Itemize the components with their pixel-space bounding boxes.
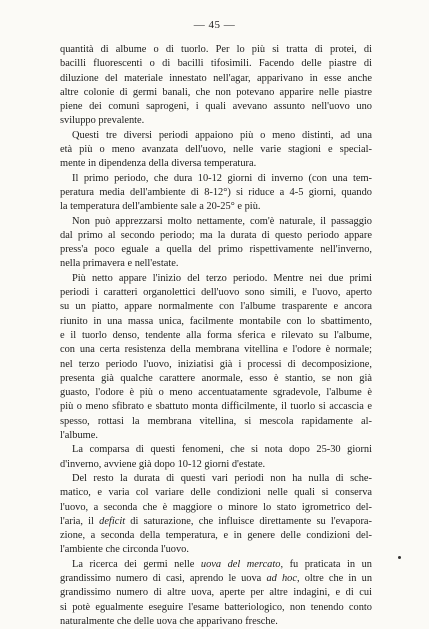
- text-line: La comparsa di questi fenomeni, che si nota dopo 25-30 giorni: [72, 444, 372, 456]
- page-number: — 45 —: [193, 19, 236, 31]
- paragraph: [60, 172, 372, 215]
- text-line: sviluppo prevalente.: [60, 115, 145, 127]
- text-line: Del resto la durata di questi vari periodi non ha nulla di sche-: [72, 472, 372, 484]
- text-line: presenta già qualche carattere anormale, esso è stantio, se non già: [60, 372, 372, 384]
- text-line: Più netto appare l'inizio del terzo periodo. Mentre nei due primi: [72, 272, 372, 284]
- text-line: periodi i caratteri organolettici dell'uovo sono simili, e l'uovo, aperto: [60, 287, 372, 299]
- paragraph: [60, 443, 372, 472]
- text-line: e il tuorlo denso, tendente alla forma sferica e rilevato su l'albume,: [60, 329, 372, 341]
- paragraph: [60, 43, 372, 129]
- ink-speck: [398, 556, 401, 559]
- text-line: quantità di albume o di tuorlo. Per lo più si tratta di protei, di: [60, 44, 372, 55]
- text-line: Non può apprezzarsi molto nettamente, com'è naturale, il passaggio: [72, 215, 372, 227]
- text-line: dal primo al secondo periodo; ma la durata di questo periodo appare: [60, 229, 372, 241]
- text-line: naturalmente che delle uova che apparivano fresche.: [60, 615, 278, 627]
- text-line: età più o meno avanzata dell'uovo, nelle varie stagioni e special-: [60, 144, 372, 156]
- text-line: si potè egualmente eseguire l'esame batteriologico, non tenendo conto: [60, 601, 372, 613]
- text-line: Il primo periodo, che dura 10-12 giorni di inverno (con una tem-: [72, 172, 372, 184]
- text-line: guasto, l'odore è più o meno accentuatamente sgradevole, l'albume è: [60, 387, 372, 399]
- italic-term: uova del mercato: [200, 558, 281, 570]
- text-line: zione, a seconda della temperatura, e in genere delle condizioni del-: [60, 530, 372, 542]
- paragraph: [60, 129, 372, 172]
- text-line: peratura media dell'ambiente di 8-12°) si riduce a 4-5 giorni, quando: [60, 186, 372, 198]
- text-line: grandissimo numero di altre uova, aperte per altre indagini, e di cui: [60, 587, 372, 599]
- text-line: su un piatto, appare normalmente con l'albume trasparente e ancora: [60, 301, 372, 313]
- italic-term: deficit: [99, 515, 126, 527]
- text-line: press'a poco eguale a quella del primo rispettivamente nell'inverno,: [60, 244, 372, 256]
- paragraph: [60, 215, 372, 272]
- italic-term: ad hoc: [266, 572, 297, 584]
- text-line: con una certa resistenza della membrana vitellina e l'odore è normale;: [60, 344, 372, 356]
- text-line: l'aria, il deficit di saturazione, che influisce direttamente su l'evapora-: [60, 515, 372, 527]
- text-line: mente in dipendenza della diversa temperatura.: [60, 158, 257, 170]
- text-line: l'uovo, a seconda che è maggiore o minore lo stato igrometrico del-: [60, 501, 372, 513]
- text-line: d'inverno, avviene già dopo 10-12 giorni d'estate.: [60, 458, 266, 470]
- body-text: [60, 43, 372, 629]
- paragraph: [60, 272, 372, 444]
- paragraph: [60, 558, 372, 629]
- text-line: riunito in una massa unica, facilmente montabile con lo sbattimento,: [60, 315, 372, 327]
- text-line: l'albume.: [60, 430, 98, 442]
- text-line: piene dei comuni saprogeni, i quali avevano assunto nell'uovo uno: [60, 101, 372, 113]
- text-line: matico, e varia col variare delle condizioni nelle quali si conserva: [60, 487, 372, 499]
- text-line: più o meno sfibrato e sbattuto monta difficilmente, il tuorlo si accascia e: [60, 401, 372, 413]
- text-line: nel terzo periodo l'uovo, iniziatisi già i processi di decomposizione,: [60, 358, 372, 370]
- text-line: spesso, rottasi la membrana vitellina, si mescola rapidamente al-: [60, 415, 372, 427]
- text-line: la temperatura dell'ambiente sale a 20-25° e più.: [60, 201, 261, 213]
- text-line: La ricerca dei germi nelle uova del mercato, fu praticata in un: [72, 558, 372, 570]
- text-line: nella primavera e nell'estate.: [60, 258, 179, 270]
- text-line: bacilli fluorescenti o di bacilli tifosimili. Facendo delle piastre di: [60, 58, 372, 70]
- text-line: diluzione del materiale innestato nell'agar, apparivano in esse anche: [60, 72, 372, 84]
- text-line: l'ambiente che circonda l'uovo.: [60, 544, 189, 556]
- text-line: altre colonie di germi banali, che non potevano apparire nelle piastre: [60, 86, 372, 98]
- text-line: Questi tre diversi periodi appaiono più o meno distinti, ad una: [72, 129, 372, 141]
- paragraph: [60, 472, 372, 558]
- text-line: grandissimo numero di casi, aprendo le uova ad hoc, oltre che in un: [60, 572, 373, 584]
